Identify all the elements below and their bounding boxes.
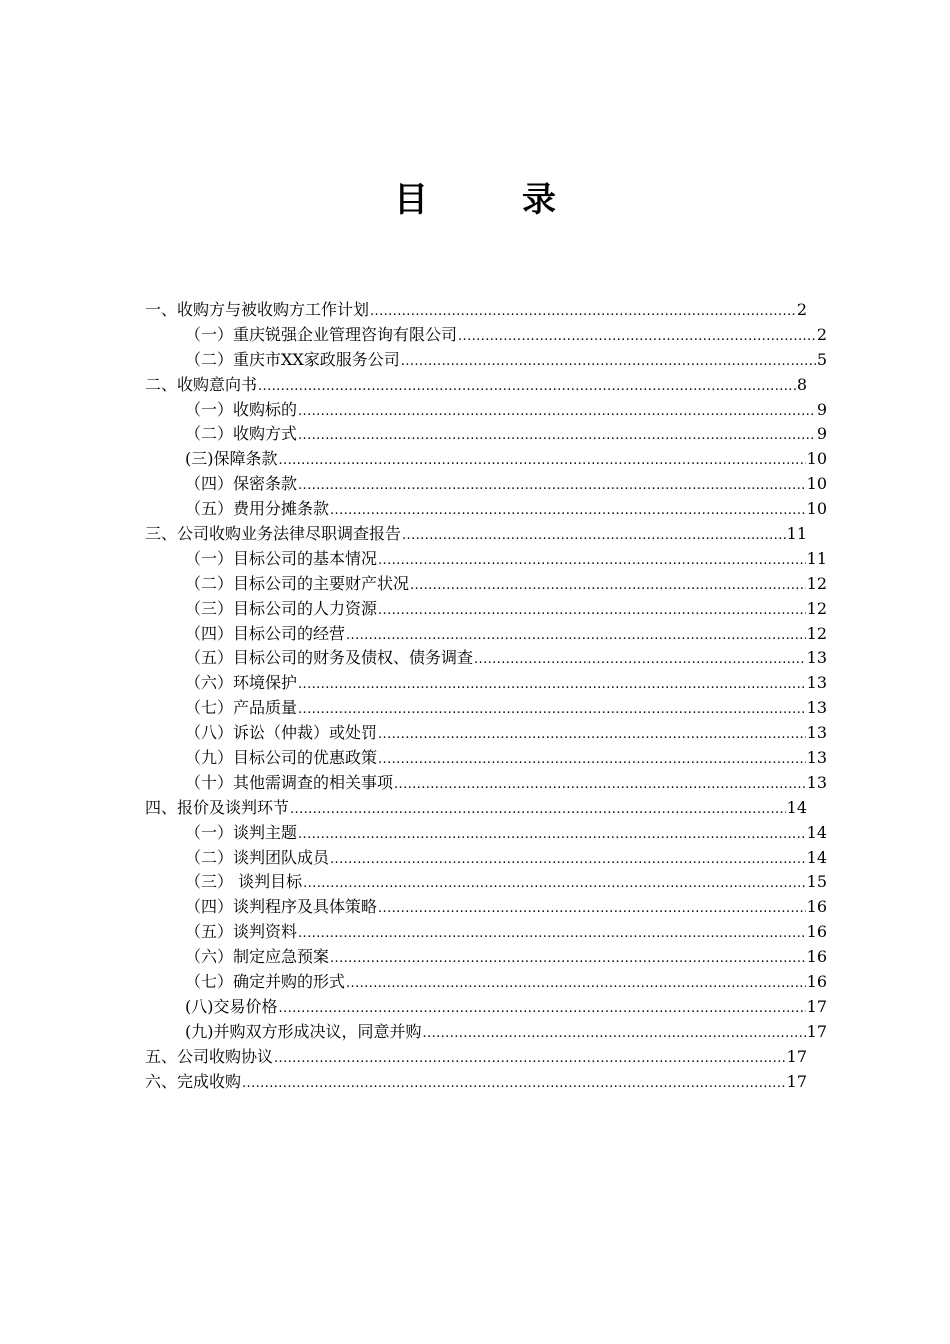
toc-dot-leader — [303, 870, 806, 897]
toc-dot-leader — [370, 298, 796, 325]
toc-entry-page-number: 9 — [816, 424, 827, 444]
toc-entry[interactable] — [145, 572, 827, 597]
toc-entry-page-number: 13 — [806, 648, 827, 668]
toc-entry[interactable] — [145, 1070, 807, 1095]
toc-entry-title: （六）环境保护 — [185, 673, 298, 693]
toc-entry-title: （五）费用分摊条款 — [185, 499, 330, 519]
toc-entry-title: （十）其他需调查的相关事项 — [185, 772, 394, 792]
toc-entry-page-number: 14 — [806, 822, 827, 842]
toc-dot-leader — [346, 622, 806, 649]
toc-entry-page-number: 12 — [806, 623, 827, 643]
toc-dot-leader — [274, 1045, 786, 1072]
toc-entry[interactable] — [145, 870, 827, 895]
toc-dot-leader — [298, 821, 806, 848]
toc-entry-title: (三)保障条款 — [185, 449, 278, 469]
toc-entry-page-number: 14 — [786, 797, 807, 817]
toc-entry-title: （四）谈判程序及具体策略 — [185, 897, 378, 917]
toc-dot-leader — [401, 348, 816, 375]
toc-entry-page-number: 11 — [786, 524, 807, 544]
toc-entry-page-number: 12 — [806, 598, 827, 618]
toc-entry-page-number: 10 — [806, 499, 827, 519]
toc-entry[interactable] — [145, 348, 827, 373]
toc-entry[interactable] — [145, 447, 827, 472]
toc-entry-page-number: 16 — [806, 897, 827, 917]
toc-entry-title: （三） 谈判目标 — [185, 872, 303, 892]
table-of-contents — [145, 298, 827, 1095]
toc-entry-title: （八）诉讼（仲裁）或处罚 — [185, 723, 378, 743]
toc-entry-page-number: 13 — [806, 772, 827, 792]
toc-dot-leader — [298, 398, 816, 425]
toc-entry[interactable] — [145, 671, 827, 696]
toc-entry[interactable] — [145, 1020, 827, 1045]
toc-entry-title: 四、报价及谈判环节 — [145, 797, 290, 817]
toc-entry-page-number: 2 — [816, 324, 827, 344]
toc-entry-title: （二）收购方式 — [185, 424, 298, 444]
toc-entry[interactable] — [145, 373, 807, 398]
toc-entry-title: （五）谈判资料 — [185, 922, 298, 942]
toc-entry-page-number: 2 — [796, 300, 807, 319]
toc-entry[interactable] — [145, 323, 827, 348]
toc-entry[interactable] — [145, 472, 827, 497]
toc-entry[interactable] — [145, 597, 827, 622]
toc-entry-page-number: 13 — [806, 748, 827, 768]
toc-entry-page-number: 10 — [806, 474, 827, 494]
toc-entry-page-number: 17 — [786, 1046, 807, 1066]
toc-entry[interactable] — [145, 846, 827, 871]
toc-dot-leader — [378, 547, 806, 574]
toc-dot-leader — [378, 746, 806, 773]
toc-entry[interactable] — [145, 746, 827, 771]
toc-entry[interactable] — [145, 821, 827, 846]
toc-entry-page-number: 5 — [816, 349, 827, 369]
toc-dot-leader — [423, 1020, 806, 1047]
toc-entry[interactable] — [145, 771, 827, 796]
toc-entry[interactable] — [145, 970, 827, 995]
toc-dot-leader — [458, 323, 816, 350]
toc-entry-title: （七）产品质量 — [185, 698, 298, 718]
toc-entry[interactable] — [145, 422, 827, 447]
toc-entry[interactable] — [145, 622, 827, 647]
toc-entry-page-number: 16 — [806, 947, 827, 967]
toc-entry-title: （一）谈判主题 — [185, 822, 298, 842]
toc-dot-leader — [290, 796, 786, 823]
page-title: 目 录 — [394, 180, 586, 220]
toc-entry-title: （三）目标公司的人力资源 — [185, 598, 378, 618]
toc-entry-page-number: 17 — [806, 1021, 827, 1041]
toc-entry-title: （一）收购标的 — [185, 399, 298, 419]
toc-dot-leader — [378, 721, 806, 748]
toc-dot-leader — [298, 696, 806, 723]
toc-entry-title: （一）重庆锐强企业管理咨询有限公司 — [185, 324, 458, 344]
toc-entry[interactable] — [145, 646, 827, 671]
toc-dot-leader — [474, 646, 806, 673]
toc-entry-title: （六）制定应急预案 — [185, 947, 330, 967]
toc-dot-leader — [298, 671, 806, 698]
toc-entry-title: (八)交易价格 — [185, 996, 278, 1016]
toc-entry-title: （二）谈判团队成员 — [185, 847, 330, 867]
toc-entry-page-number: 13 — [806, 698, 827, 718]
toc-entry-page-number: 17 — [806, 996, 827, 1016]
toc-dot-leader — [298, 920, 806, 947]
toc-entry-page-number: 11 — [806, 548, 827, 568]
toc-entry[interactable] — [145, 547, 827, 572]
toc-entry-title: 六、完成收购 — [145, 1071, 242, 1091]
toc-entry[interactable] — [145, 920, 827, 945]
toc-dot-leader — [330, 846, 806, 873]
toc-entry-page-number: 16 — [806, 972, 827, 992]
toc-entry-page-number: 13 — [806, 673, 827, 693]
toc-dot-leader — [410, 572, 806, 599]
toc-entry-page-number: 9 — [816, 399, 827, 419]
toc-entry-page-number: 13 — [806, 723, 827, 743]
toc-entry-title: 五、公司收购协议 — [145, 1046, 274, 1066]
toc-entry-page-number: 8 — [796, 374, 807, 394]
toc-entry[interactable] — [145, 398, 827, 423]
toc-dot-leader — [258, 373, 796, 400]
toc-dot-leader — [394, 771, 806, 798]
toc-entry-page-number: 15 — [806, 872, 827, 892]
toc-entry[interactable] — [145, 721, 827, 746]
toc-entry[interactable] — [145, 522, 807, 547]
toc-dot-leader — [378, 895, 806, 922]
toc-dot-leader — [242, 1070, 786, 1097]
toc-entry-title: （二）重庆市XX家政服务公司 — [185, 349, 400, 369]
toc-dot-leader — [330, 945, 806, 972]
toc-entry-title: 二、收购意向书 — [145, 374, 258, 394]
toc-entry-page-number: 12 — [806, 573, 827, 593]
toc-entry-title: （四）目标公司的经营 — [185, 623, 346, 643]
toc-dot-leader — [279, 447, 806, 474]
toc-entry[interactable] — [145, 796, 807, 821]
toc-entry-title: 一、收购方与被收购方工作计划 — [145, 300, 370, 319]
toc-entry-page-number: 10 — [806, 449, 827, 469]
toc-entry-title: （一）目标公司的基本情况 — [185, 548, 378, 568]
toc-entry-title: （二）目标公司的主要财产状况 — [185, 573, 410, 593]
toc-entry-title: （七）确定并购的形式 — [185, 972, 346, 992]
toc-entry[interactable] — [145, 895, 827, 920]
toc-entry-title: （九）目标公司的优惠政策 — [185, 748, 378, 768]
toc-entry-page-number: 16 — [806, 922, 827, 942]
toc-entry-title: （四）保密条款 — [185, 474, 298, 494]
toc-dot-leader — [298, 422, 816, 449]
toc-entry-title: (九)并购双方形成决议，同意并购 — [185, 1021, 422, 1041]
toc-dot-leader — [402, 522, 786, 549]
toc-entry[interactable] — [145, 1045, 807, 1070]
toc-dot-leader — [330, 497, 806, 524]
toc-entry-page-number: 17 — [786, 1071, 807, 1091]
toc-entry[interactable] — [145, 497, 827, 522]
toc-dot-leader — [279, 995, 806, 1022]
toc-dot-leader — [298, 472, 806, 499]
toc-entry[interactable] — [145, 298, 807, 323]
toc-dot-leader — [378, 597, 806, 624]
toc-entry[interactable] — [145, 945, 827, 970]
toc-entry[interactable] — [145, 696, 827, 721]
toc-entry[interactable] — [145, 995, 827, 1020]
toc-entry-page-number: 14 — [806, 847, 827, 867]
toc-entry-title: 三、公司收购业务法律尽职调查报告 — [145, 524, 402, 544]
toc-entry-title: （五）目标公司的财务及债权、债务调查 — [185, 648, 474, 668]
toc-dot-leader — [346, 970, 806, 997]
